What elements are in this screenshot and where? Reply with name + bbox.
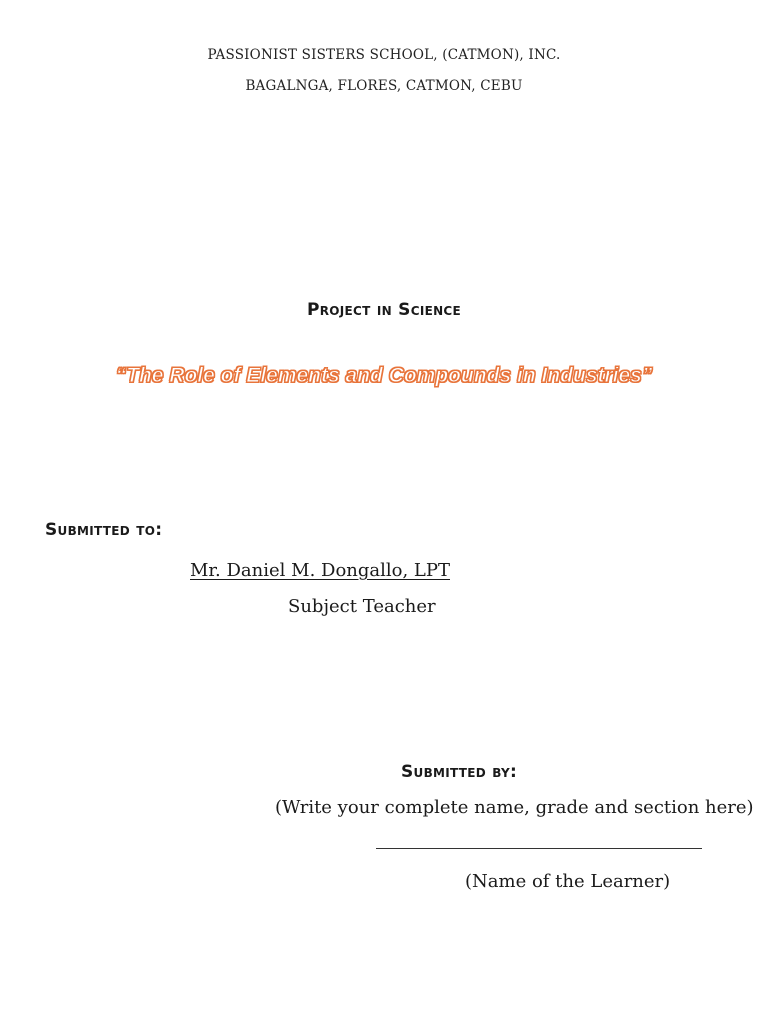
project-label: Project in Science — [306, 300, 462, 320]
learner-instruction: (Write your complete name, grade and section here) — [275, 797, 754, 818]
teacher-name: Mr. Daniel M. Dongallo, LPT — [190, 560, 450, 581]
teacher-role: Subject Teacher — [288, 596, 436, 617]
learner-caption: (Name of the Learner) — [465, 871, 671, 892]
submitted-by-label: Submitted by: — [401, 762, 518, 782]
school-address: BAGALNGA, FLORES, CATMON, CEBU — [245, 78, 523, 94]
project-title: “The Role of Elements and Compounds in Industries” — [115, 364, 653, 387]
signature-line — [376, 836, 702, 849]
school-name: PASSIONIST SISTERS SCHOOL, (CATMON), INC. — [207, 47, 561, 63]
submitted-to-label: Submitted to: — [45, 520, 163, 540]
